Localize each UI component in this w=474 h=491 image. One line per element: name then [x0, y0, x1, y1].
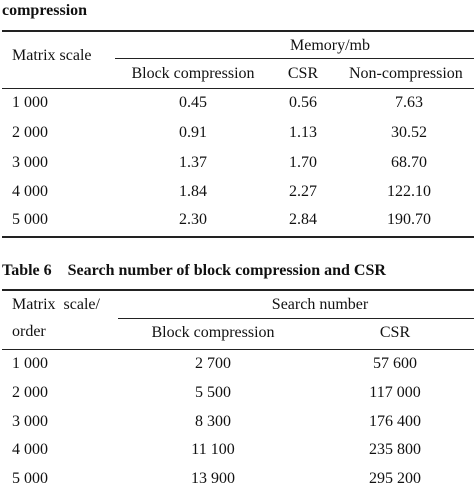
table6-caption: Table 6 Search number of block compression and CSR — [2, 262, 386, 279]
table5-bottom-rule — [2, 236, 474, 238]
table5-cell: 122.10 — [387, 183, 431, 200]
table5-cell: 2 000 — [12, 124, 48, 141]
table6-header-rule — [2, 349, 474, 350]
table6-top-rule — [2, 289, 474, 291]
table5-cell: 1.13 — [289, 124, 317, 141]
table6-cell: 4 000 — [12, 441, 48, 458]
table5-cell: 2.30 — [179, 211, 207, 228]
table5-cell: 1.84 — [179, 183, 207, 200]
table5-header-csr: CSR — [287, 65, 319, 82]
table5-cell: 1.70 — [289, 154, 317, 171]
table5-cell: 0.56 — [289, 94, 317, 111]
table6-cell: 117 000 — [369, 384, 421, 401]
table6-header-csr: CSR — [379, 324, 411, 341]
table5-header-non-compression: Non-compression — [349, 65, 463, 82]
table5-header-rule — [2, 88, 474, 89]
table5-cell: 0.45 — [179, 94, 207, 111]
table5-cell: 3 000 — [12, 154, 48, 171]
table5-cell: 1.37 — [179, 154, 207, 171]
table5-cell: 5 000 — [12, 211, 48, 228]
table6-group-rule — [118, 318, 474, 319]
table5-header-memory: Memory/mb — [290, 37, 370, 54]
table5-cell: 68.70 — [391, 154, 427, 171]
table6-cell: 176 400 — [369, 413, 421, 430]
table6-cell: 235 800 — [369, 441, 421, 458]
table5-header-matrix-scale: Matrix scale — [12, 47, 92, 64]
table6-cell: 8 300 — [195, 413, 231, 430]
table6-header-matrix-scale: Matrix scale/ — [12, 296, 100, 313]
table6-header-block-compression: Block compression — [151, 324, 275, 341]
table6-cell: 295 200 — [369, 470, 421, 487]
table5-cell: 7.63 — [395, 94, 423, 111]
table6-header-order: order — [12, 323, 46, 340]
table5-cell: 0.91 — [179, 124, 207, 141]
table6-header-search-number: Search number — [271, 296, 369, 313]
table5-cell: 2.84 — [289, 211, 317, 228]
table5-cell: 2.27 — [289, 183, 317, 200]
table6-cell: 2 000 — [12, 384, 48, 401]
table5-caption: compression — [2, 2, 88, 19]
table5-cell: 4 000 — [12, 183, 48, 200]
table6-cell: 1 000 — [12, 355, 48, 372]
table6-cell: 57 600 — [373, 355, 417, 372]
table5-cell: 190.70 — [387, 211, 431, 228]
table6-cell: 5 500 — [195, 384, 231, 401]
table6-cell: 5 000 — [12, 470, 48, 487]
table5-cell: 1 000 — [12, 94, 48, 111]
table6-cell: 3 000 — [12, 413, 48, 430]
table5-top-rule — [2, 30, 474, 32]
table6-cell: 11 100 — [191, 441, 235, 458]
table6-cell: 2 700 — [195, 355, 231, 372]
table5-group-rule — [115, 58, 474, 59]
table5-header-block-compression: Block compression — [131, 65, 255, 82]
table5-cell: 30.52 — [391, 124, 427, 141]
table6-cell: 13 900 — [191, 470, 235, 487]
